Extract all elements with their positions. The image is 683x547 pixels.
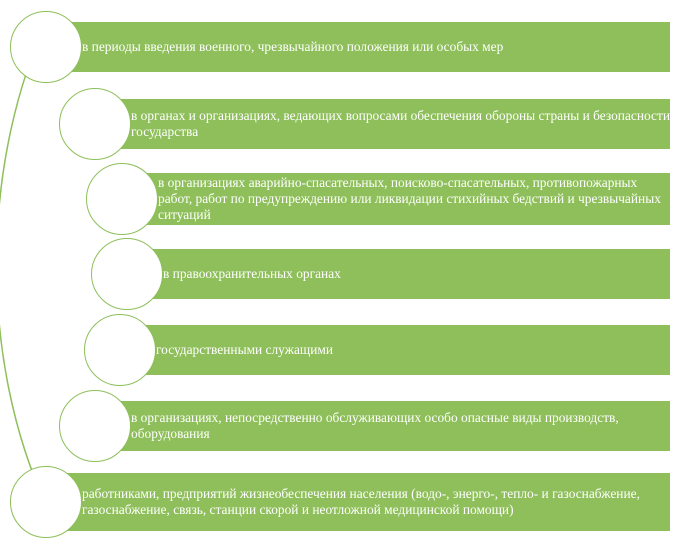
list-item-circle-6: [59, 390, 131, 462]
list-item-bar-6: [95, 401, 670, 451]
list-item-circle-1: [10, 11, 82, 83]
list-item-circle-3: [86, 163, 158, 235]
list-item-text-5: государственными служащими: [156, 342, 334, 357]
list-item-bar-3: [122, 173, 670, 225]
list-item-text-4: в правоохранительных органах: [163, 266, 341, 281]
list-item-bar-1: [46, 22, 670, 72]
list-item-bar-5: [120, 325, 670, 375]
list-item-circle-4: [91, 238, 163, 310]
list-item-bar-7: [46, 473, 670, 531]
list-item-circle-7: [10, 466, 82, 538]
list-item-text-6: в организациях, непосредственно обслуживающих особо опасные виды производств, оборудования: [131, 410, 619, 441]
list-item-circle-5: [84, 314, 156, 386]
list-item-text-3: в организациях аварийно-спасательных, поисково-спасательных, противопожарных работ, работ по предупреждению или ликвидации стихийных бедствий и чрезвычайных ситуаций: [158, 175, 661, 222]
list-item-text-1: в периоды введения военного, чрезвычайного положения или особых мер: [82, 39, 504, 54]
list-item-text-2: в органах и организациях, ведающих вопросами обеспечения обороны страны и безопасности государства: [131, 108, 671, 139]
list-item-circle-2: [59, 88, 131, 160]
list-item-bar-2: [95, 99, 670, 149]
list-item-bar-4: [127, 249, 670, 299]
list-item-text-7: работниками, предприятий жизнеобеспечения населения (водо-, энерго-, тепло- и газоснабжение, газоснабжение, связь, станции скорой и неотложной медицинской помощи): [82, 486, 640, 517]
